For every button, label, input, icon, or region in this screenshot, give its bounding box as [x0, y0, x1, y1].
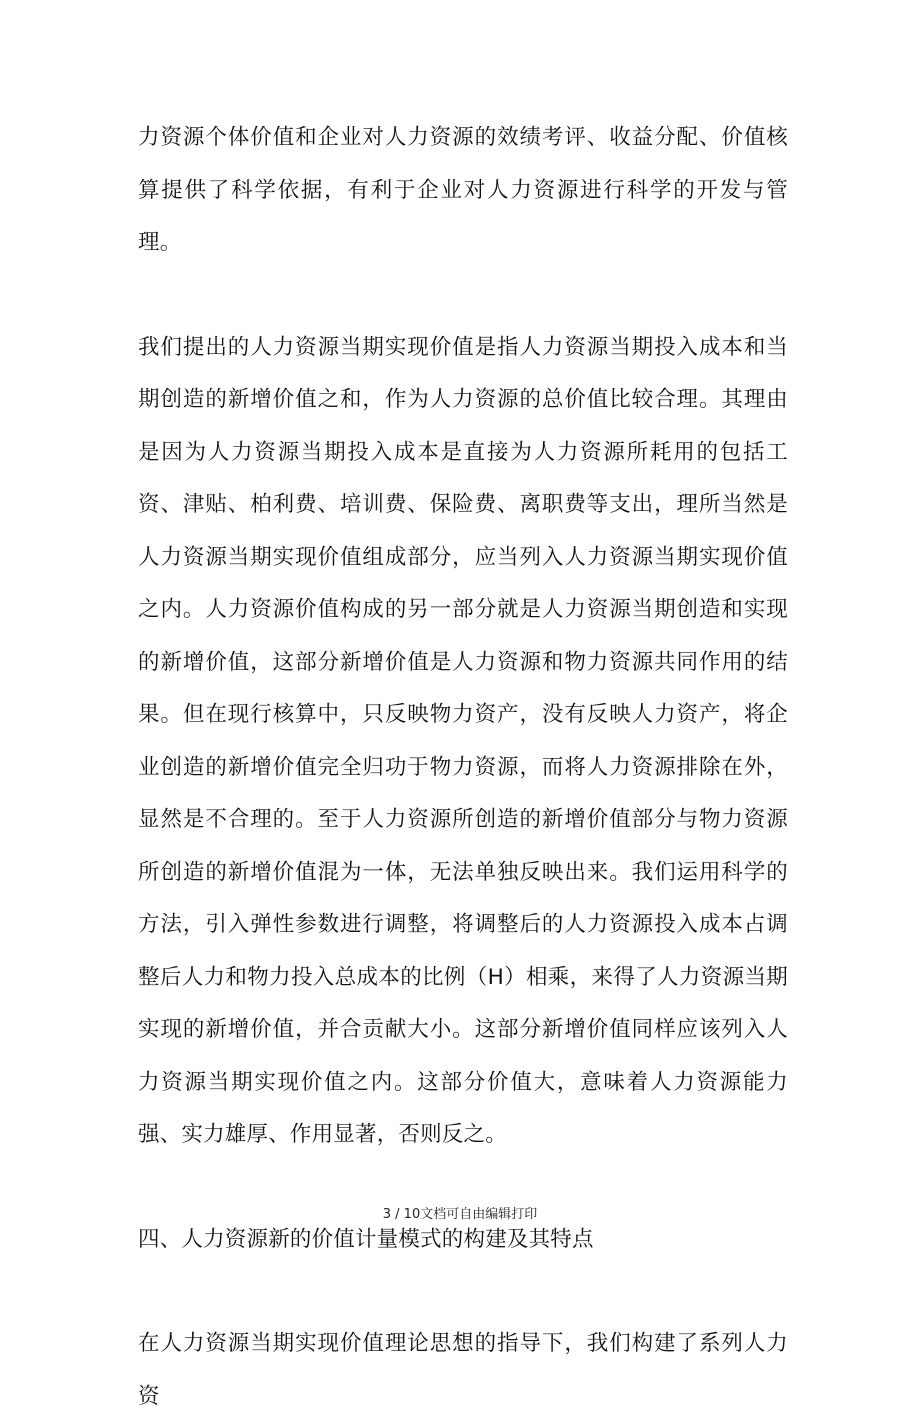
paragraph-spacer	[138, 270, 788, 322]
paragraph-2: 我们提出的人力资源当期实现价值是指人力资源当期投入成本和当期创造的新增价值之和，作为人力资源的总价值比较合理。其理由是因为人力资源当期投入成本是直接为人力资源所耗用的包括工资、津贴、柏利费、培训费、保险费、离职费等支出，理所当然是人力资源当期实现价值组成部分，应当列入人力资源当期实现价值之内。人力资源价值构成的另一部分就是人力资源当期创造和实现的新增价值，这部分新增价值是人力资源和物力资源共同作用的结果。但在现行核算中，只反映物力资产，没有反映人力资产，将企业创造的新增价值完全归功于物力资源，而将人力资源排除在外，显然是不合理的。至于人力资源所创造的新增价值部分与物力资源所创造的新增价值混为一体，无法单独反映出来。我们运用科学的方法，引入弹性参数进行调整，将调整后的人力资源投入成本占调整后人力和物力投入总成本的比例（H）相乘，来得了人力资源当期实现的新增价值，并合贡献大小。这部分新增价值同样应该列入人力资源当期实现价值之内。这部分价值大，意味着人力资源能力强、实力雄厚、作用显著，否则反之。	[138, 334, 788, 1147]
section-heading: 四、人力资源新的价值计量模式的构建及其特点	[138, 1226, 594, 1252]
document-body	[138, 112, 788, 1423]
paragraph-spacer	[138, 1266, 788, 1318]
paragraph-1: 力资源个体价值和企业对人力资源的效绩考评、收益分配、价值核算提供了科学依据，有利于企业对人力资源进行科学的开发与管理。	[138, 125, 788, 255]
page-footer: 3 / 10文档可自由编辑打印	[382, 1207, 538, 1222]
paragraph-3: 在人力资源当期实现价值理论思想的指导下，我们构建了系列人力资	[138, 1331, 788, 1409]
